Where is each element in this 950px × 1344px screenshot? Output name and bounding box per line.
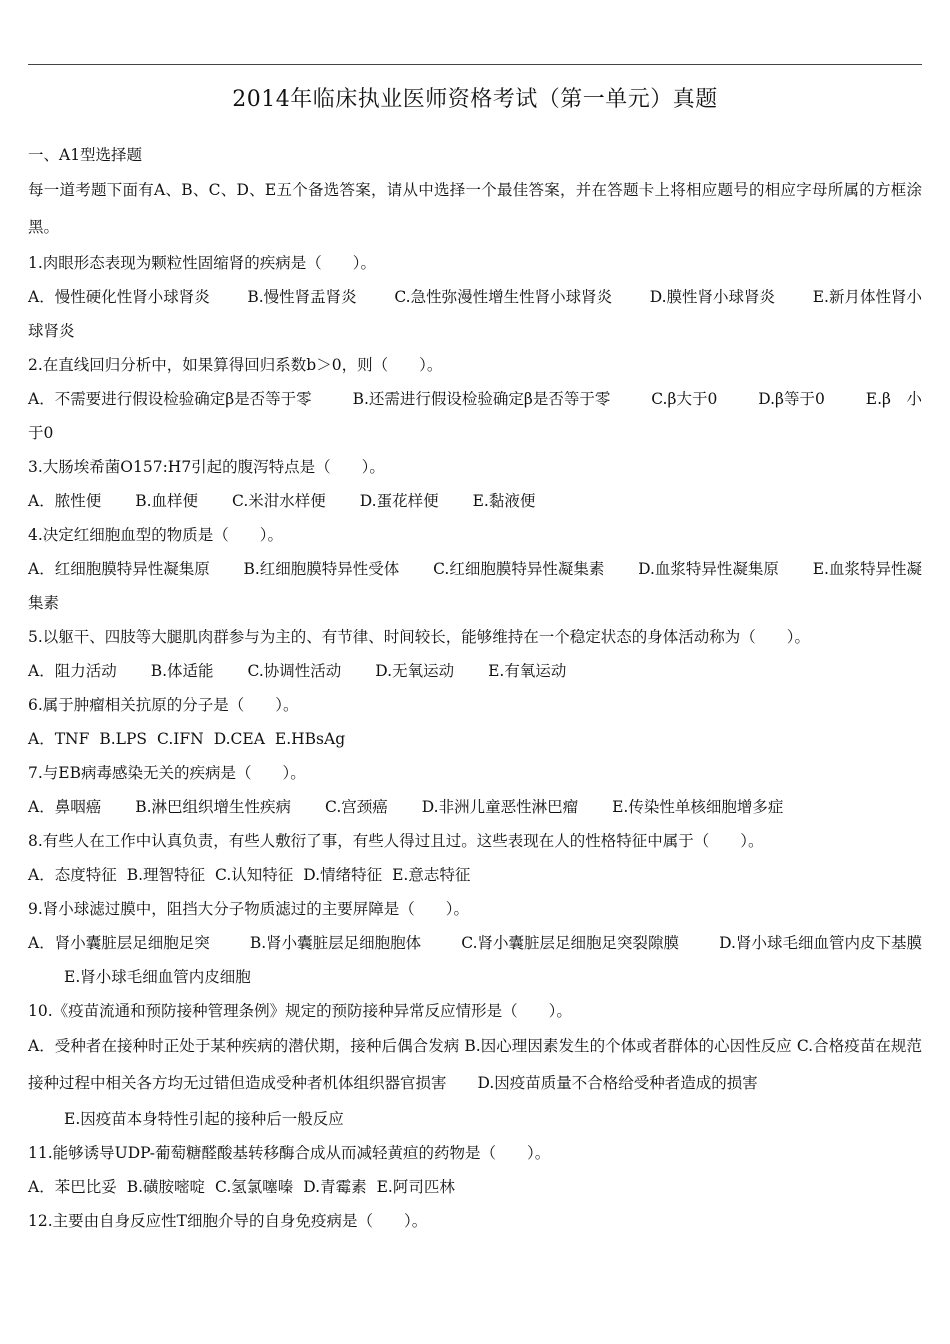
option-continuation: 于0 [28, 424, 54, 442]
question-options [28, 280, 922, 314]
option: C.氢氯噻嗪 [215, 1178, 294, 1196]
question-options [28, 1170, 922, 1204]
option: A．不需要进行假设检验确定β是否等于零 [28, 390, 312, 408]
option: B.理智特征 [126, 866, 206, 884]
option: E.β 小 [865, 390, 922, 408]
option-continuation: 集素 [28, 594, 60, 612]
option: D.非洲儿童恶性淋巴瘤 [421, 798, 579, 816]
option: E.血浆特异性凝 [812, 560, 922, 578]
option: B.肾小囊脏层足细胞胞体 [249, 934, 422, 952]
option: D.β等于0 [758, 390, 825, 408]
question-stem: 8.有些人在工作中认真负责，有些人敷衍了事，有些人得过且过。这些表现在人的性格特征中属于（ ）。 [28, 832, 764, 850]
option: D.蛋花样便 [359, 492, 439, 510]
option: E.新月体性肾小 [812, 288, 922, 306]
option: C.红细胞膜特异性凝集素 [433, 560, 605, 578]
option: A．脓性便 [28, 492, 102, 510]
option-continuation: E.因疫苗本身特性引起的接种后一般反应 [64, 1110, 344, 1128]
option: D.肾小球毛细血管内皮下基膜 [719, 934, 922, 952]
option: A．苯巴比妥 [28, 1178, 117, 1196]
question-stem: 4.决定红细胞血型的物质是（ ）。 [28, 526, 284, 544]
option: C.β大于0 [651, 390, 718, 408]
option: E.HBsAg [274, 730, 346, 748]
option: D.膜性肾小球肾炎 [649, 288, 776, 306]
question-stem: 10.《疫苗流通和预防接种管理条例》规定的预防接种异常反应情形是（ ）。 [28, 1002, 572, 1020]
question-stem: 7.与EB病毒感染无关的疾病是（ ）。 [28, 764, 306, 782]
option: B.淋巴组织增生性疾病 [135, 798, 292, 816]
option: D.情绪特征 [303, 866, 383, 884]
option: A．红细胞膜特异性凝集原 [28, 560, 210, 578]
option: D.青霉素 [303, 1178, 367, 1196]
question-options [28, 382, 922, 416]
question-stem: 9.肾小球滤过膜中，阻挡大分子物质滤过的主要屏障是（ ）。 [28, 900, 470, 918]
option: E.阿司匹林 [376, 1178, 455, 1196]
option: A．肾小囊脏层足细胞足突 [28, 934, 210, 952]
question-stem: 2.在直线回归分析中，如果算得回归系数b＞0，则（ ）。 [28, 356, 443, 374]
option: D.CEA [213, 730, 265, 748]
question-stem: 5.以躯干、四肢等大腿肌肉群参与为主的、有节律、时间较长，能够维持在一个稳定状态的身体活动称为（ ）。 [28, 628, 811, 646]
question-stem: 11.能够诱导UDP-葡萄糖醛酸基转移酶合成从而减轻黄疸的药物是（ ）。 [28, 1144, 551, 1162]
header-rule [28, 64, 922, 65]
question-options [28, 654, 922, 688]
option: A．阻力活动 [28, 662, 117, 680]
question-options [28, 790, 922, 824]
option: B.红细胞膜特异性受体 [243, 560, 400, 578]
option: C.肾小囊脏层足细胞足突裂隙膜 [461, 934, 680, 952]
option: E.传染性单核细胞增多症 [612, 798, 784, 816]
question-options-wrapped: A．受种者在接种时正处于某种疾病的潜伏期，接种后偶合发病 B.因心理因素发生的个体或者群体的心因性反应 C.合格疫苗在规范接种过程中相关各方均无过错但造成受种者机体组织器官损害 D.因疫苗质量不合格给受种者造成的损害 [28, 1037, 922, 1092]
question-stem: 3.大肠埃希菌O157:H7引起的腹泻特点是（ ）。 [28, 458, 385, 476]
option: B.体适能 [150, 662, 214, 680]
option: E.意志特征 [392, 866, 471, 884]
option: B.血样便 [135, 492, 199, 510]
question-stem: 12.主要由自身反应性T细胞介导的自身免疫病是（ ）。 [28, 1212, 428, 1230]
option: B.还需进行假设检验确定β是否等于零 [352, 390, 611, 408]
option: B.慢性肾盂肾炎 [247, 288, 357, 306]
option: E.有氧运动 [488, 662, 567, 680]
option-continuation: E.肾小球毛细血管内皮细胞 [64, 968, 251, 986]
section-heading: 一、A1型选择题 [28, 146, 143, 164]
option: B.磺胺嘧啶 [126, 1178, 206, 1196]
option: C.宫颈癌 [325, 798, 388, 816]
option: C.认知特征 [215, 866, 294, 884]
question-options [28, 552, 922, 586]
page-title: 2014年临床执业医师资格考试（第一单元）真题 [232, 87, 718, 112]
option: C.IFN [157, 730, 204, 748]
document-body [28, 138, 922, 1238]
option: D.无氧运动 [375, 662, 455, 680]
option-continuation: 球肾炎 [28, 322, 75, 340]
option: E.黏液便 [472, 492, 536, 510]
option: A．鼻咽癌 [28, 798, 102, 816]
question-options [28, 722, 922, 756]
question-options [28, 858, 922, 892]
option: A．TNF [28, 730, 90, 748]
option: D.血浆特异性凝集原 [638, 560, 779, 578]
question-options [28, 926, 922, 960]
question-stem: 1.肉眼形态表现为颗粒性固缩肾的疾病是（ ）。 [28, 254, 377, 272]
option: C.急性弥漫性增生性肾小球肾炎 [394, 288, 613, 306]
instructions: 每一道考题下面有A、B、C、D、E五个备选答案，请从中选择一个最佳答案，并在答题卡上将相应题号的相应字母所属的方框涂黑。 [28, 181, 922, 236]
option: B.LPS [99, 730, 148, 748]
option: A．慢性硬化性肾小球肾炎 [28, 288, 210, 306]
option: C.米泔水样便 [232, 492, 326, 510]
option: C.协调性活动 [247, 662, 342, 680]
question-stem: 6.属于肿瘤相关抗原的分子是（ ）。 [28, 696, 299, 714]
option: A．态度特征 [28, 866, 117, 884]
question-options [28, 484, 922, 518]
